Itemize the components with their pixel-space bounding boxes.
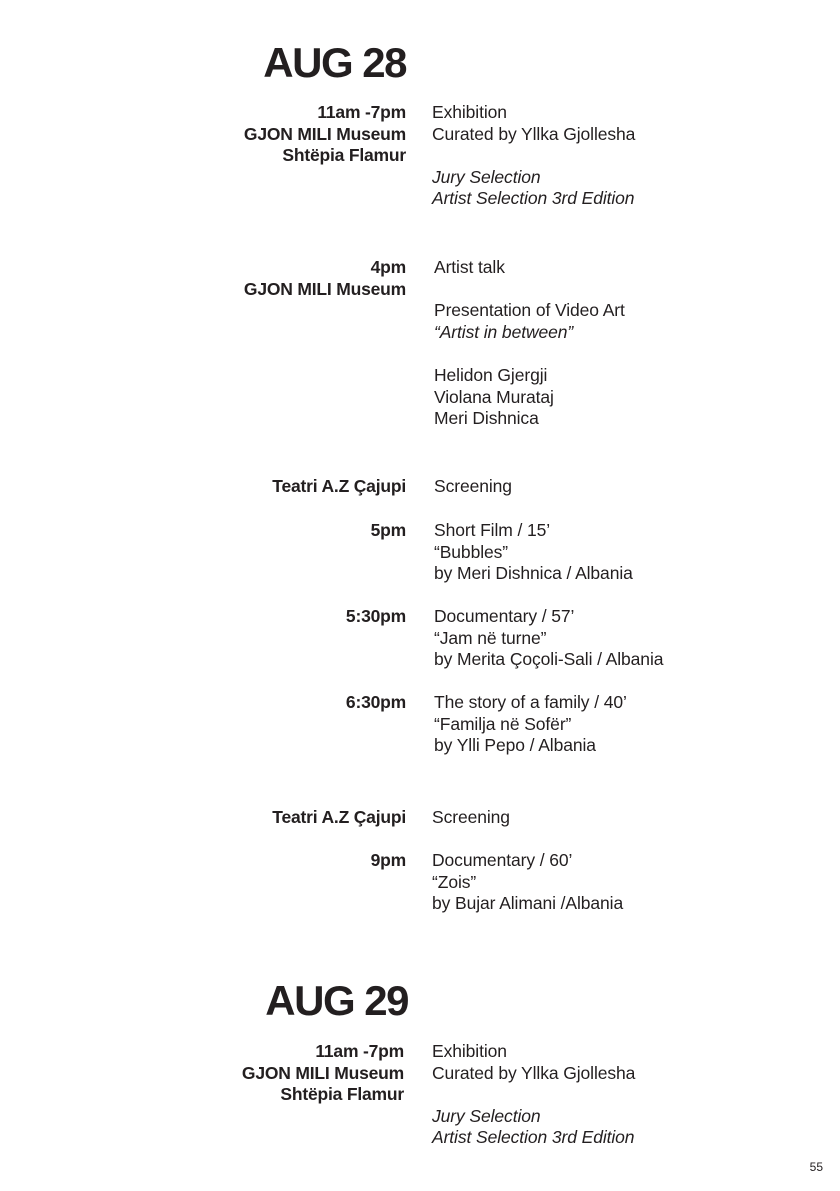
film-format: Documentary / 57’ <box>434 606 575 626</box>
exhibition-details <box>432 1041 635 1149</box>
screening-item <box>434 606 663 671</box>
screening-time: 5:30pm <box>345 606 406 626</box>
film-title: “Jam në turne” <box>434 627 547 648</box>
event-type: Artist talk <box>434 257 505 277</box>
artist-talk-schedule <box>244 257 406 300</box>
venue-name: Teatri A.Z Çajupi <box>272 476 406 496</box>
event-type: Screening <box>434 476 512 496</box>
page-number: 55 <box>809 1160 823 1174</box>
screening-item <box>432 850 623 915</box>
screening-time: 5pm <box>370 520 406 540</box>
artist-talk-details <box>434 257 625 430</box>
screening-time: 9pm <box>370 850 406 870</box>
selection-label: Artist Selection 3rd Edition <box>432 1127 635 1148</box>
artist-name: Helidon Gjergji <box>434 364 548 385</box>
day-title-aug-28: AUG 28 <box>263 39 406 86</box>
film-director: by Merita Çoçoli-Sali / Albania <box>434 649 664 670</box>
film-director: by Ylli Pepo / Albania <box>434 735 596 756</box>
artist-name: Meri Dishnica <box>434 408 539 429</box>
film-format: Documentary / 60’ <box>432 850 573 870</box>
film-format: The story of a family / 40’ <box>434 692 627 712</box>
film-director: by Meri Dishnica / Albania <box>434 563 633 584</box>
event-time: 4pm <box>370 257 406 277</box>
event-time: 11am -7pm <box>315 1041 404 1061</box>
exhibition-schedule <box>242 1041 404 1106</box>
selection-label: Artist Selection 3rd Edition <box>432 188 635 209</box>
exhibition-details <box>432 102 635 210</box>
presentation-label: Presentation of Video Art <box>434 300 625 321</box>
film-director: by Bujar Alimani /Albania <box>432 893 624 914</box>
curator: Curated by Yllka Gjollesha <box>432 123 636 144</box>
screening-time: 6:30pm <box>345 692 406 712</box>
selection-label: Jury Selection <box>432 166 541 187</box>
event-type: Exhibition <box>432 1041 507 1061</box>
venue-name: GJON MILI Museum <box>241 1062 404 1083</box>
film-title: “Zois” <box>432 871 477 892</box>
exhibition-schedule <box>244 102 406 167</box>
venue-name: GJON MILI Museum <box>243 123 406 144</box>
curator: Curated by Yllka Gjollesha <box>432 1062 636 1083</box>
event-type: Screening <box>432 807 510 827</box>
event-type: Exhibition <box>432 102 507 122</box>
venue-name: Shtëpia Flamur <box>280 1084 404 1105</box>
presentation-title: “Artist in between” <box>434 321 574 342</box>
venue-name: Shtëpia Flamur <box>282 145 406 166</box>
film-title: “Bubbles” <box>434 541 508 562</box>
screening-item <box>434 520 633 585</box>
venue-name: Teatri A.Z Çajupi <box>272 807 406 827</box>
selection-label: Jury Selection <box>432 1105 541 1126</box>
venue-name: GJON MILI Museum <box>243 278 406 299</box>
artist-name: Violana Murataj <box>434 386 554 407</box>
film-format: Short Film / 15’ <box>434 520 551 540</box>
day-title-aug-29: AUG 29 <box>265 977 408 1024</box>
film-title: “Familja në Sofër” <box>434 713 572 734</box>
screening-item <box>434 692 627 757</box>
event-time: 11am -7pm <box>317 102 406 122</box>
